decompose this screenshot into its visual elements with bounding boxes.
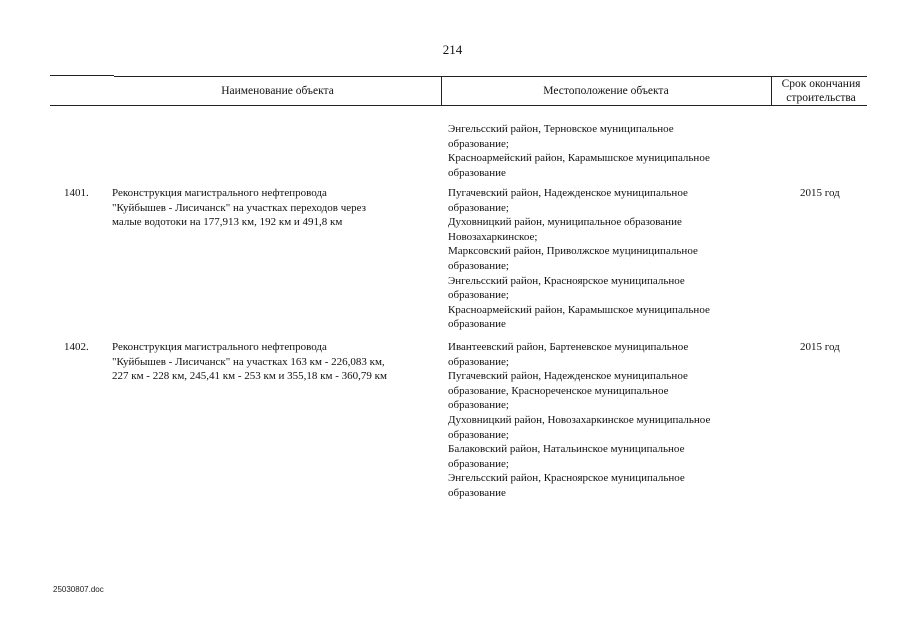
location-line: образование; bbox=[448, 201, 509, 214]
location-line: Марксовский район, Приволжское муциниципальное bbox=[448, 245, 698, 258]
table-header-bottom-rule bbox=[50, 105, 867, 106]
row-1402-deadline: 2015 год bbox=[800, 341, 840, 353]
name-line: Реконструкция магистрального нефтепровода bbox=[112, 187, 327, 199]
row-1402-number: 1402. bbox=[64, 341, 89, 353]
header-deadline-line-2: строительства bbox=[786, 92, 856, 104]
location-line: Ивантеевский район, Бартеневское муниципальное bbox=[448, 341, 689, 353]
row-1401-name bbox=[112, 186, 366, 230]
location-line: Духовницкий район, муниципальное образование bbox=[448, 216, 682, 229]
footer-filename: 25030807.doc bbox=[53, 585, 104, 594]
location-line: Пугачевский район, Надежденское муниципальное bbox=[448, 370, 688, 383]
continuation-location bbox=[448, 122, 710, 180]
page-number: 214 bbox=[442, 42, 463, 57]
location-line: образование; bbox=[448, 457, 509, 470]
header-deadline-line-1: Срок окончания bbox=[781, 78, 861, 90]
location-line: образование; bbox=[448, 137, 509, 150]
location-line: Энгельсский район, Красноярское муниципальное bbox=[448, 472, 685, 485]
name-line: малые водотоки на 177,913 км, 192 км и 491,8 км bbox=[112, 216, 343, 229]
location-line: образование; bbox=[448, 428, 509, 441]
header-completion-deadline bbox=[771, 77, 871, 105]
name-line: "Куйбышев - Лисичанск" на участках 163 км - 226,083 км, bbox=[112, 355, 385, 368]
location-line: Красноармейский район, Карамышское муниципальное bbox=[448, 303, 710, 316]
location-line: Балаковский район, Натальинское муниципальное bbox=[448, 443, 685, 456]
row-1401-number: 1401. bbox=[64, 187, 89, 199]
location-line: образование bbox=[448, 486, 506, 499]
row-1401-deadline: 2015 год bbox=[800, 187, 840, 199]
table-top-rule-main bbox=[114, 76, 867, 77]
location-line: Красноармейский район, Карамышское муниципальное bbox=[448, 152, 710, 165]
location-line: Энгельсский район, Терновское муниципальное bbox=[448, 123, 674, 135]
location-line: образование bbox=[448, 166, 506, 179]
row-1402-location bbox=[448, 340, 710, 501]
header-object-name: Наименование объекта bbox=[221, 85, 334, 97]
location-line: образование, Краснореченское муниципальное bbox=[448, 384, 669, 397]
location-line: образование; bbox=[448, 399, 509, 412]
row-1402-name bbox=[112, 340, 387, 384]
location-line: образование; bbox=[448, 355, 509, 368]
location-line: Духовницкий район, Новозахаркинское муниципальное bbox=[448, 413, 711, 426]
location-line: Пугачевский район, Надежденское муниципальное bbox=[448, 187, 688, 199]
name-line: Реконструкция магистрального нефтепровода bbox=[112, 341, 327, 353]
header-object-location: Местоположение объекта bbox=[543, 85, 669, 97]
location-line: образование; bbox=[448, 259, 509, 272]
row-1401-location bbox=[448, 186, 710, 332]
name-line: "Куйбышев - Лисичанск" на участках переходов через bbox=[112, 201, 366, 214]
location-line: образование; bbox=[448, 289, 509, 302]
location-line: образование bbox=[448, 318, 506, 331]
location-line: Новозахаркинское; bbox=[448, 230, 538, 243]
location-line: Энгельсский район, Красноярское муниципальное bbox=[448, 274, 685, 287]
name-line: 227 км - 228 км, 245,41 км - 253 км и 355,18 км - 360,79 км bbox=[112, 370, 387, 383]
table-top-rule bbox=[50, 75, 114, 76]
